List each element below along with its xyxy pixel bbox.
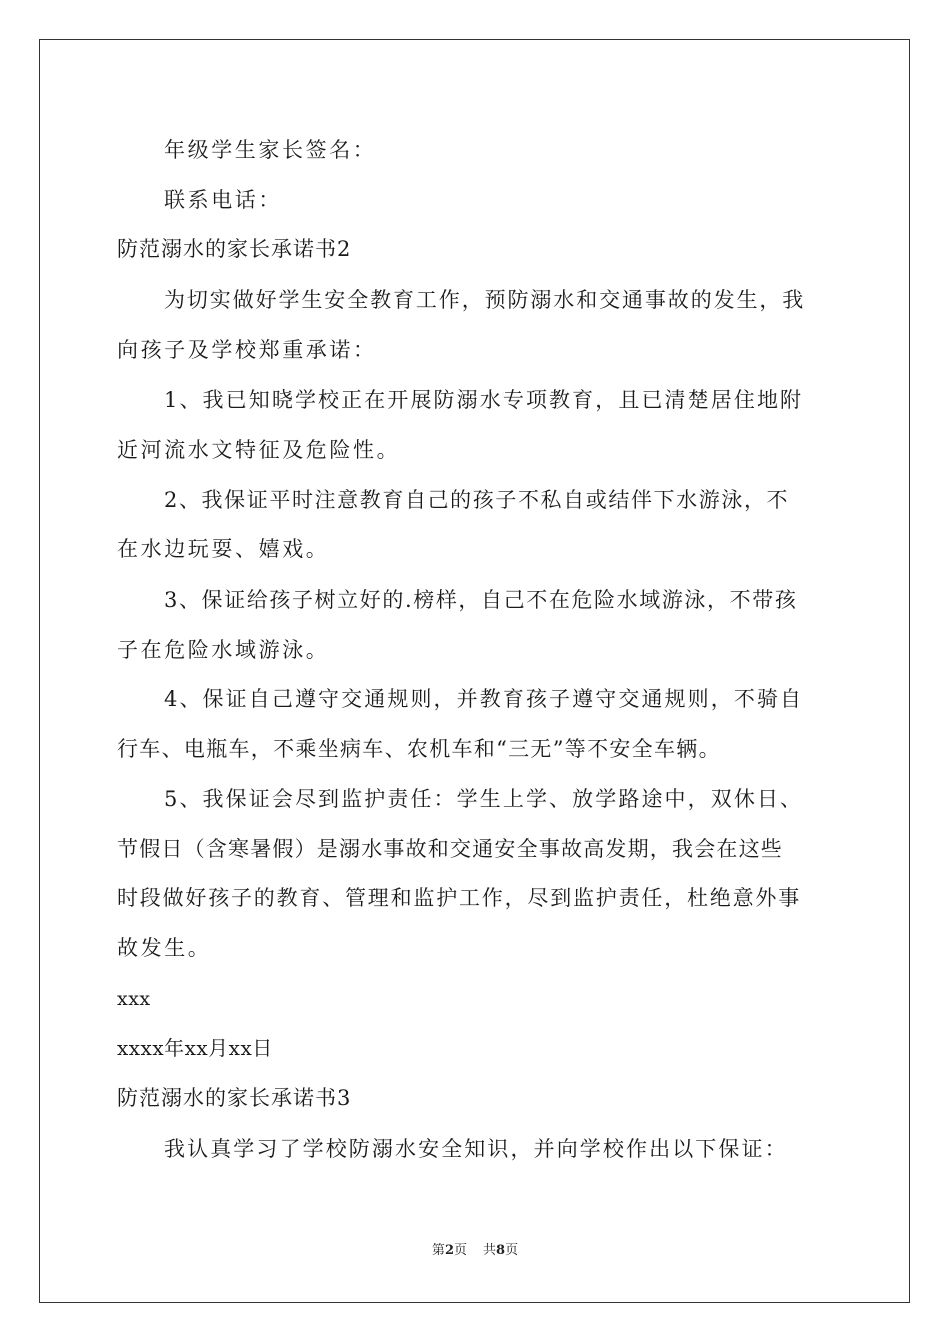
total-prefix: 共 (483, 1243, 497, 1258)
total-pages: 8 (496, 1243, 506, 1258)
paragraph-line: 向孩子及学校郑重承诺： (117, 338, 377, 362)
paragraph-line: 在水边玩耍、嬉戏。 (117, 537, 330, 561)
section-heading-3: 防范溺水的家长承诺书3 (117, 1086, 352, 1110)
paragraph-line: 子在危险水域游泳。 (117, 638, 330, 662)
paragraph-line: 节假日（含寒暑假）是溺水事故和交通安全事故高发期，我会在这些 (117, 837, 783, 861)
page-number: 2 (444, 1243, 454, 1258)
total-suffix: 页 (505, 1243, 519, 1258)
page-footer (0, 1243, 950, 1259)
page-prefix: 第 (431, 1243, 445, 1258)
contact-phone-label: 联系电话： (164, 188, 282, 212)
paragraph-line: 时段做好孩子的教育、管理和监护工作，尽到监护责任，杜绝意外事 (117, 886, 801, 910)
section-heading-2: 防范溺水的家长承诺书2 (117, 237, 352, 261)
parent-signature-label: 年级学生家长签名： (164, 138, 377, 162)
signature-placeholder: xxx (117, 988, 151, 1010)
page-suffix: 页 (453, 1243, 467, 1258)
date-placeholder: xxxx年xx月xx日 (117, 1036, 273, 1060)
pledge-item-3: 3、保证给孩子树立好的.榜样，自己不在危险水域游泳，不带孩 (164, 588, 798, 612)
pledge-item-5: 5、我保证会尽到监护责任：学生上学、放学路途中，双休日、 (164, 787, 804, 811)
paragraph-line: 行车、电瓶车，不乘坐病车、农机车和“三无”等不安全车辆。 (117, 737, 721, 761)
paragraph-line: 近河流水文特征及危险性。 (117, 438, 401, 462)
paragraph-line: 我认真学习了学校防溺水安全知识，并向学校作出以下保证： (164, 1137, 788, 1161)
paragraph-line: 故发生。 (117, 936, 212, 960)
pledge-item-4: 4、保证自己遵守交通规则，并教育孩子遵守交通规则，不骑自 (164, 687, 804, 711)
paragraph-line: 为切实做好学生安全教育工作，预防溺水和交通事故的发生，我 (164, 288, 806, 312)
page-border (39, 39, 910, 1303)
pledge-item-2: 2、我保证平时注意教育自己的孩子不私自或结伴下水游泳，不 (164, 488, 790, 512)
pledge-item-1: 1、我已知晓学校正在开展防溺水专项教育，且已清楚居住地附 (164, 388, 804, 412)
